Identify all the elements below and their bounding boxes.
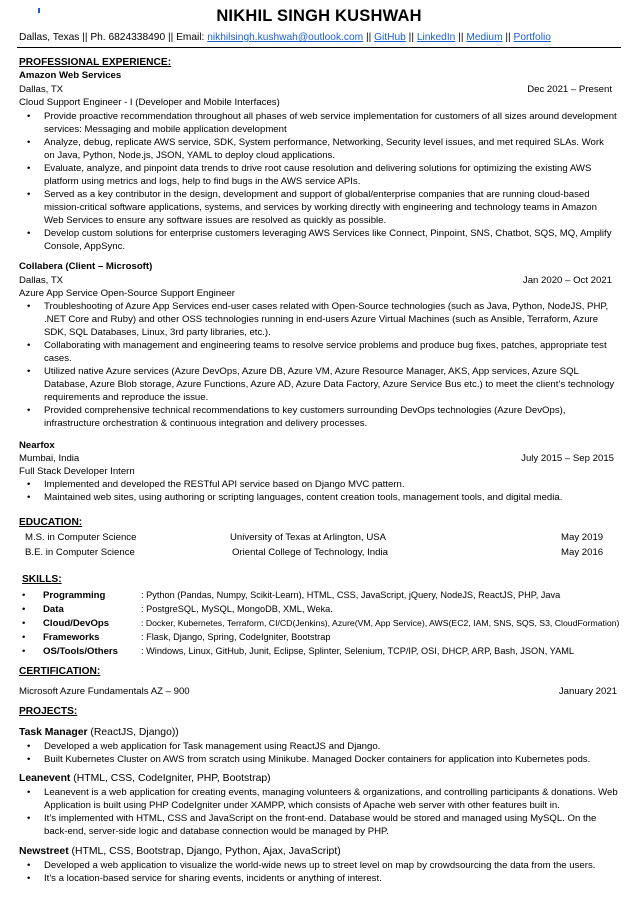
edu-date: May 2019 (561, 532, 604, 543)
skill-category: Data (43, 604, 64, 615)
job-dates: Jan 2020 – Oct 2021 (522, 275, 612, 286)
bullet-item: • Develop custom solutions for enterprise customers leveraging AWS Services like Connect, Pinpoint, SNS, Chatbot, SQS, MQ, Amplify Console, AppSync. (19, 227, 617, 253)
edu-school: University of Texas at Arlington, USA (230, 532, 387, 543)
edu-degree: B.E. in Computer Science (25, 547, 135, 558)
bullet-item: • Built Kubernetes Cluster on AWS from scratch using Minikube. Managed Docker containers for application into Kubernetes pods. (19, 753, 619, 766)
experience-heading: PROFESSIONAL EXPERIENCE: (19, 57, 172, 68)
project-name: Newstreet (19, 846, 69, 857)
project-title (19, 772, 271, 785)
bullet-item: • Analyze, debug, replicate AWS service, SDK, System performance, Networking, Security level issues, and met required SLAs. Work on Java, Python, Node.js, JSON, YAML to deploy cloud applications. (19, 136, 617, 162)
project-tech: (ReactJS, Django)) (87, 727, 179, 738)
projects-heading: PROJECTS: (19, 706, 78, 717)
skill-category: OS/Tools/Others (43, 646, 118, 657)
project-bullets (19, 859, 619, 885)
skill-list: : Flask, Django, Spring, CodeIgniter, Bootstrap (141, 632, 331, 642)
bullet-item: • Troubleshooting of Azure App Services end-user cases related with Open-Source technologies (such as Java, Python, NodeJS, PHP, .NET Core and Ruby) and other OSS technologies running in end-users Azure Virtual Machines (such as Ansible, Terraform, Azure SDK, SQL Databases, Linux, 3rd party libraries, etc.). (19, 300, 617, 339)
job-title: Cloud Support Engineer - I (Developer and Mobile Interfaces) (19, 97, 280, 108)
bullet-item: • Provide proactive recommendation throughout all phases of web service implementation for customers of all sizes around development services: Messaging and mobile application development (19, 110, 617, 136)
bullet-item: • It’s implemented with HTML, CSS and JavaScript on the front-end. Database would be stored and managed using MySQL. On the back-end, server-side logic and database connection would be managed by PHP. (19, 812, 619, 838)
job-bullets (19, 478, 617, 504)
github-link[interactable]: GitHub (374, 32, 406, 43)
separator: || (408, 32, 414, 43)
edu-school: Oriental College of Technology, India (232, 547, 388, 558)
job-company: Collabera (Client – Microsoft) (19, 261, 153, 272)
job-location: Dallas, TX (19, 275, 64, 286)
bullet-item: • Evaluate, analyze, and pinpoint data trends to drive root cause resolution and delivering solutions for optimizing the existing AWS platform using metrics and logs, help to find bugs in the AWS service APIs. (19, 162, 617, 188)
edu-date: May 2016 (561, 547, 604, 558)
project-bullets (19, 786, 619, 838)
separator: || (365, 32, 372, 43)
medium-link[interactable]: Medium (466, 32, 503, 43)
bullet-item: • It's a location-based service for sharing events, incidents or anything of interest. (19, 872, 619, 885)
bullet: • (22, 618, 26, 629)
project-tech: (HTML, CSS, Bootstrap, Django, Python, Ajax, JavaScript) (68, 846, 341, 857)
bullet-item: • Collaborating with management and engineering teams to resolve service problems and produce bug fixes, patches, appropriate test cases. (19, 339, 617, 365)
certification-heading: CERTIFICATION: (19, 666, 101, 677)
bullet-item: • Provided comprehensive technical recommendations to key customers surrounding DevOps technologies (Azure DevOps), infrastructure orchestration & continuous integration and delivery processes. (19, 404, 617, 430)
skill-category: Programming (43, 590, 106, 601)
bullet-item: • Leanevent is a web application for creating events, managing volunteers & organizations, and controlling participants & donations. Web Application is built using PHP CodeIgniter under XAMPP, which consists of Apache web server with other features built in. (19, 786, 619, 812)
project-title (19, 726, 179, 739)
separator: || (505, 32, 511, 43)
contact-line (19, 31, 551, 44)
bullet-item: • Developed a web application to visualize the world-wide news up to street level on map by crowdsourcing the data from the users. (19, 859, 619, 872)
edu-degree: M.S. in Computer Science (25, 532, 137, 543)
skill-category: Cloud/DevOps (43, 618, 110, 629)
job-dates: July 2015 – Sep 2015 (521, 453, 614, 464)
job-title: Full Stack Developer Intern (19, 466, 135, 477)
skill-category: Frameworks (43, 632, 100, 643)
certification-name: Microsoft Azure Fundamentals AZ – 900 (19, 686, 190, 697)
bullet: • (22, 632, 26, 643)
project-title (19, 845, 341, 858)
project-name: Leanevent (19, 773, 71, 784)
job-company: Nearfox (19, 440, 55, 451)
certification-date: January 2021 (558, 686, 617, 697)
job-dates: Dec 2021 – Present (527, 84, 612, 95)
bullet-item: • Maintained web sites, using authoring or scripting languages, content creation tools, management tools, and digital media. (19, 491, 617, 504)
job-location: Dallas, TX (19, 84, 64, 95)
bullet-item: • Implemented and developed the RESTful API service based on Django MVC pattern. (19, 478, 617, 491)
skill-list: : PostgreSQL, MySQL, MongoDB, XML, Weka. (141, 604, 333, 614)
separator: || (458, 32, 464, 43)
education-heading: EDUCATION: (19, 517, 83, 528)
skill-list: : Python (Pandas, Numpy, Scikit-Learn), HTML, CSS, JavaScript, jQuery, NodeJS, ReactJS, PHP, Java (141, 590, 561, 600)
contact-prefix: Dallas, Texas || Ph. 6824338490 || Email: (19, 32, 205, 43)
job-bullets (19, 110, 617, 253)
candidate-name: NIKHIL SINGH KUSHWAH (216, 7, 422, 25)
skill-list: : Docker, Kubernetes, Terraform, CI/CD(Jenkins), Azure(VM, App Service), AWS(EC2, IAM, SNS, SQS, S3, CloudFormation) (141, 618, 620, 628)
job-location: Mumbai, India (19, 453, 80, 464)
project-bullets (19, 740, 619, 766)
bullet-item: • Utilized native Azure services (Azure DevOps, Azure DB, Azure VM, Azure Resource Manager, AKS, App services, Azure SQL Database, Azure Blob storage, Azure Functions, Azure AD, Azure Data Factory, Azure Service Bus etc.) to meet the client’s technology requirements and reproduce the issue. (19, 365, 617, 404)
job-title: Azure App Service Open-Source Support Engineer (19, 288, 235, 299)
skill-list: : Windows, Linux, GitHub, Junit, Eclipse, Splinter, Selenium, TCP/IP, OSI, DHCP, ARP, Bash, JSON, YAML (141, 646, 575, 656)
bullet: • (22, 590, 26, 601)
portfolio-link[interactable]: Portfolio (513, 32, 551, 43)
bullet: • (22, 646, 26, 657)
header-divider (17, 47, 621, 48)
bullet: • (22, 604, 26, 615)
bullet-item: • Served as a key contributor in the design, development and support of global/enterprise companies that are running cloud-based mission-critical software applications, systems, and services by working directly with engineering and technology teams in Amazon Web Services to ensure any software issues are resolved as quickly as possible. (19, 188, 617, 227)
bullet-item: • Developed a web application for Task management using ReactJS and Django. (19, 740, 619, 753)
project-tech: (HTML, CSS, CodeIgniter, PHP, Bootstrap) (70, 773, 271, 784)
project-name: Task Manager (19, 727, 88, 738)
job-bullets (19, 300, 617, 430)
job-company: Amazon Web Services (19, 70, 122, 81)
skills-heading: SKILLS: (22, 574, 62, 585)
email-link[interactable]: nikhilsingh.kushwah@outlook.com (207, 32, 364, 43)
linkedin-link[interactable]: LinkedIn (416, 32, 456, 43)
